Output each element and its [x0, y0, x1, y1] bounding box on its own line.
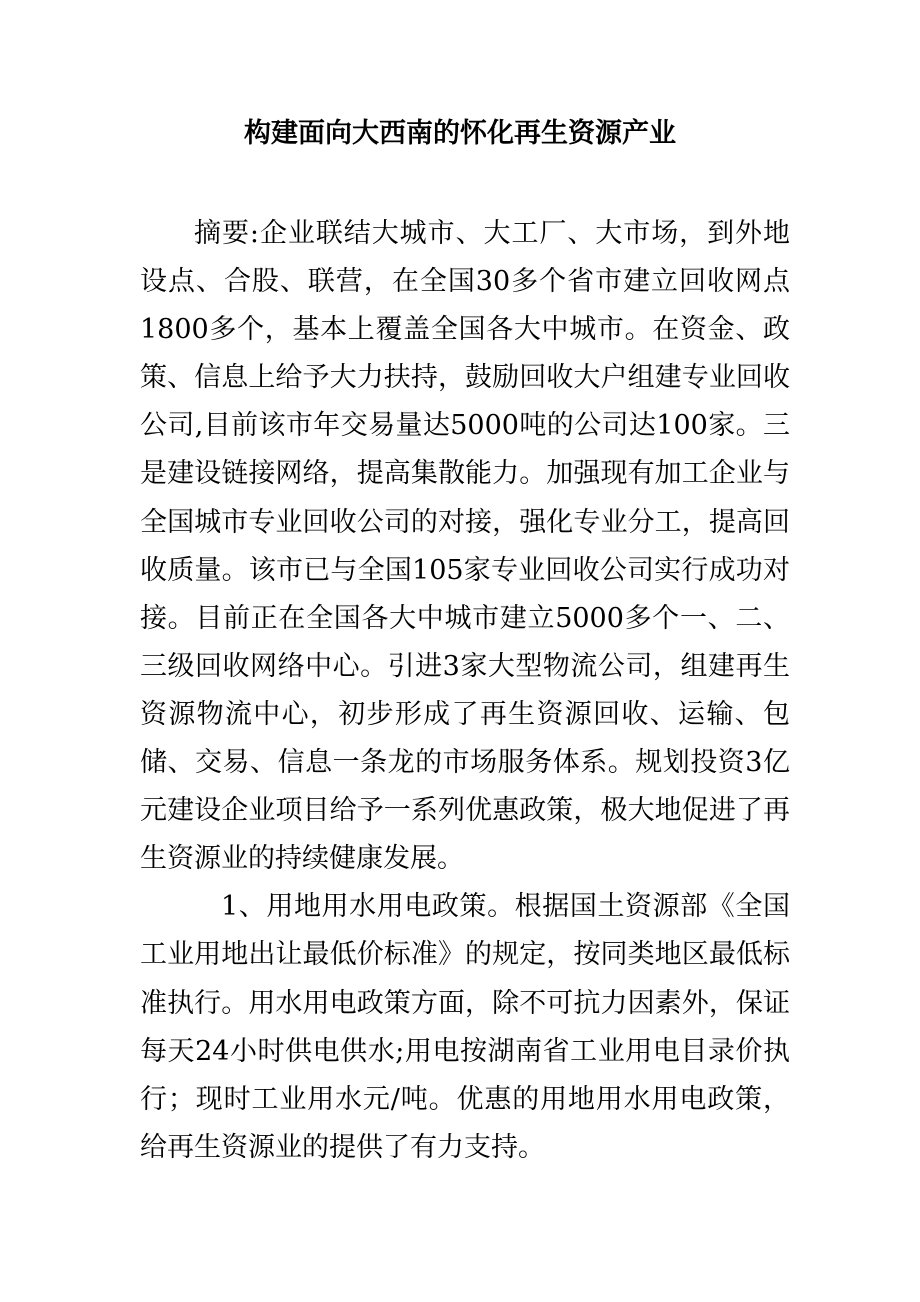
paragraph-policy-1: 1、用地用水用电政策。根据国土资源部《全国工业用地出让最低价标准》的规定，按同类地区最低标准执行。用水用电政策方面，除不可抗力因素外，保证每天24小时供电供水;用电按湖南省工业用电目录价执行；现时工业用水元/吨。优惠的用地用水用电政策，给再生资源业的提供了有力支持。: [140, 891, 790, 1163]
document-body: [140, 210, 790, 1172]
paragraph-abstract: 摘要:企业联结大城市、大工厂、大市场，到外地设点、合股、联营，在全国30多个省市建立回收网点1800多个，基本上覆盖全国各大中城市。在资金、政策、信息上给予大力扶持，鼓励回收大户组建专业回收公司,目前该市年交易量达5000吨的公司达100家。三是建设链接网络，提高集散能力。加强现有加工企业与全国城市专业回收公司的对接，强化专业分工，提高回收质量。该市已与全国105家专业回收公司实行成功对接。目前正在全国各大中城市建立5000多个一、二、三级回收网络中心。引进3家大型物流公司，组建再生资源物流中心，初步形成了再生资源回收、运输、包储、交易、信息一条龙的市场服务体系。规划投资3亿元建设企业项目给予一系列优惠政策，极大地促进了再生资源业的持续健康发展。: [140, 218, 790, 875]
document-title: 构建面向大西南的怀化再生资源产业: [244, 118, 676, 149]
